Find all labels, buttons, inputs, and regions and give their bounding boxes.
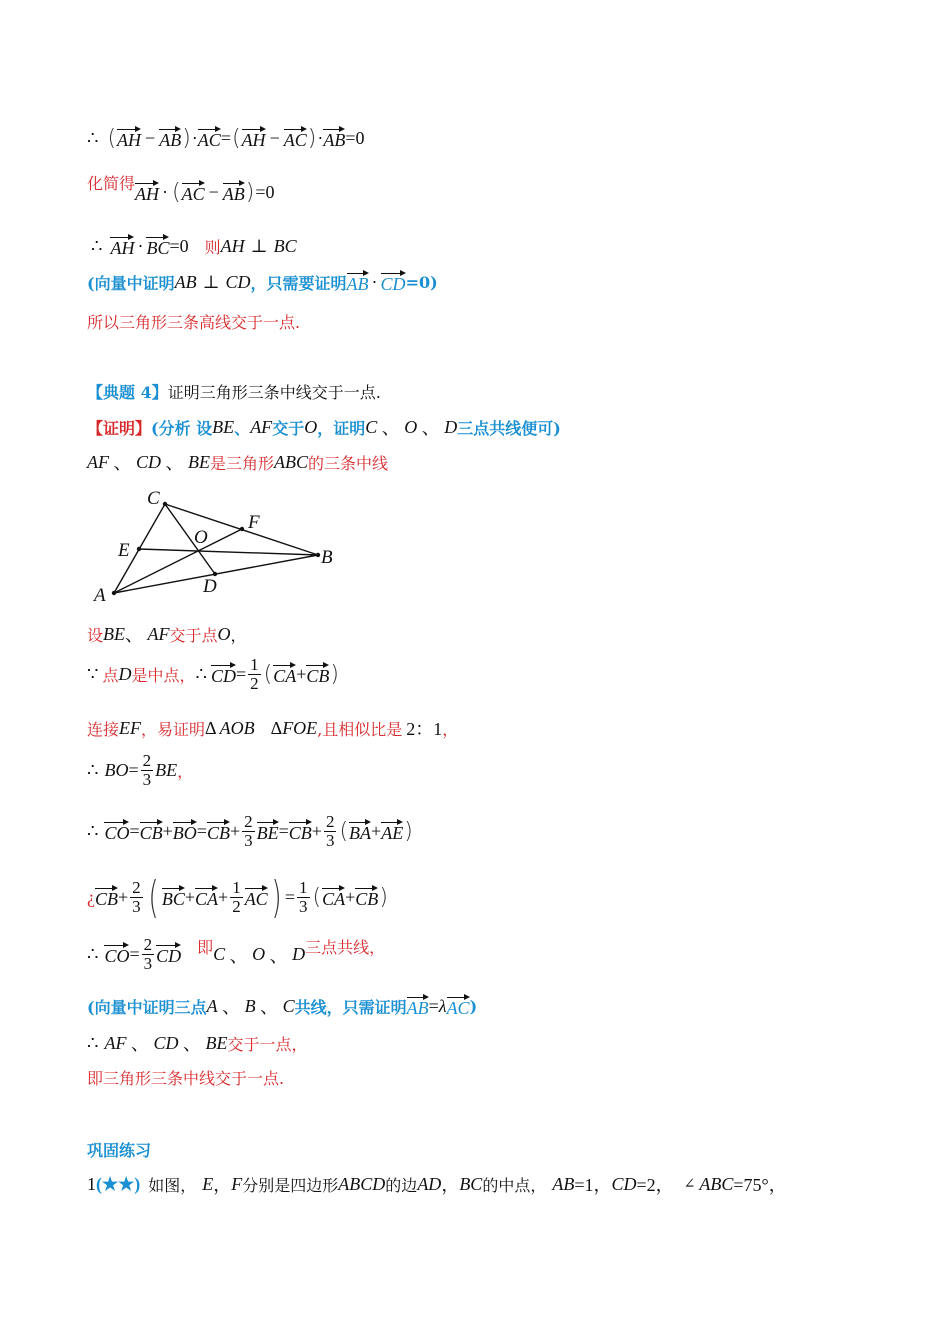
- note-collinear: (向量中证明三点 A 、 B 、 C 共线，只需证明 AB = λ AC ): [87, 995, 478, 1018]
- point-B: [316, 553, 320, 557]
- point-E: [137, 547, 141, 551]
- step-4: ∴ BO = $\frac{2}{3}$ BE ，: [87, 751, 194, 789]
- step-5: ∴ CO = CB + BO = CB + $\frac{2}{3}$ BE = CB + $\frac{2}{3}$ ( BA + AE ): [87, 812, 413, 850]
- median-AF: [114, 529, 242, 593]
- step-8: ∴ AF 、 CD 、 BE 交于一点，: [87, 1032, 308, 1054]
- question-1: 1 (★★) 如图， E ， F 分别是四边形 ABCD 的边 AD ， BC 的中点， AB =1， CD =2， ∠ ABC =75°，: [87, 1173, 787, 1195]
- point-A: [112, 591, 116, 595]
- proof-line-1: ∴ ( AH − AB ) · AC = ( AH − AC ) · AB = 0: [87, 126, 365, 151]
- median-BE: [139, 549, 318, 555]
- conclusion-medians: 即三角形三条中线交于一点.: [87, 1069, 285, 1088]
- label-B: B: [321, 547, 333, 568]
- label-A: A: [94, 585, 106, 606]
- step-7: ∴ CO = $\frac{2}{3}$ CD 即 C 、 O 、 D 三点共线，: [87, 935, 386, 973]
- step-6: ¿ CB + $\frac{2}{3}$ ( BC + CA + $\frac{1}{2}$ AC ) = $\frac{1}{3}$ ( CA + CB ): [87, 872, 388, 923]
- proof-line-2: 化简得 AH · ( AC − AB ) =0: [87, 174, 275, 205]
- example-4-header: 【典题 4】 证明三角形三条中线交于一点.: [87, 383, 381, 402]
- proof-line-3: ∴ AH · BC =0 则 AH ⊥ BC: [91, 236, 297, 258]
- step-2: ∵ 点 D 是中点， ∴ CD = $\frac{1}{2}$ ( CA + CB ): [87, 655, 339, 693]
- triangle-figure: [90, 482, 350, 608]
- proof-header: 【证明】 (分析 设 BE 、 AF 交于 O ，证明 C 、 O 、 D 三点共线便可): [87, 416, 561, 438]
- label-C: C: [147, 488, 160, 509]
- label-D: D: [203, 576, 217, 597]
- vector-AC: AC: [198, 126, 221, 151]
- point-F: [240, 527, 244, 531]
- label-O: O: [194, 527, 208, 548]
- given-medians: AF 、 CD 、 BE 是三角形 ABC 的三条中线: [87, 451, 389, 473]
- note-perpendicular: (向量中证明 AB ⊥ CD ，只需要证明 AB · CD =0): [87, 272, 438, 294]
- step-1: 设 BE 、 AF 交于点 O ，: [87, 623, 247, 645]
- vector-AB: AB: [159, 126, 181, 151]
- conclusion-altitudes: 所以三角形三条高线交于一点.: [87, 313, 301, 332]
- label-F: F: [248, 512, 260, 533]
- vector-AH: AH: [117, 126, 141, 151]
- step-3: 连接 EF ，易证明 Δ AOB Δ FOE ,且相似比是 2：1 ，: [87, 717, 459, 739]
- label-E: E: [118, 540, 130, 561]
- practice-heading: 巩固练习: [87, 1141, 152, 1160]
- point-C: [163, 502, 167, 506]
